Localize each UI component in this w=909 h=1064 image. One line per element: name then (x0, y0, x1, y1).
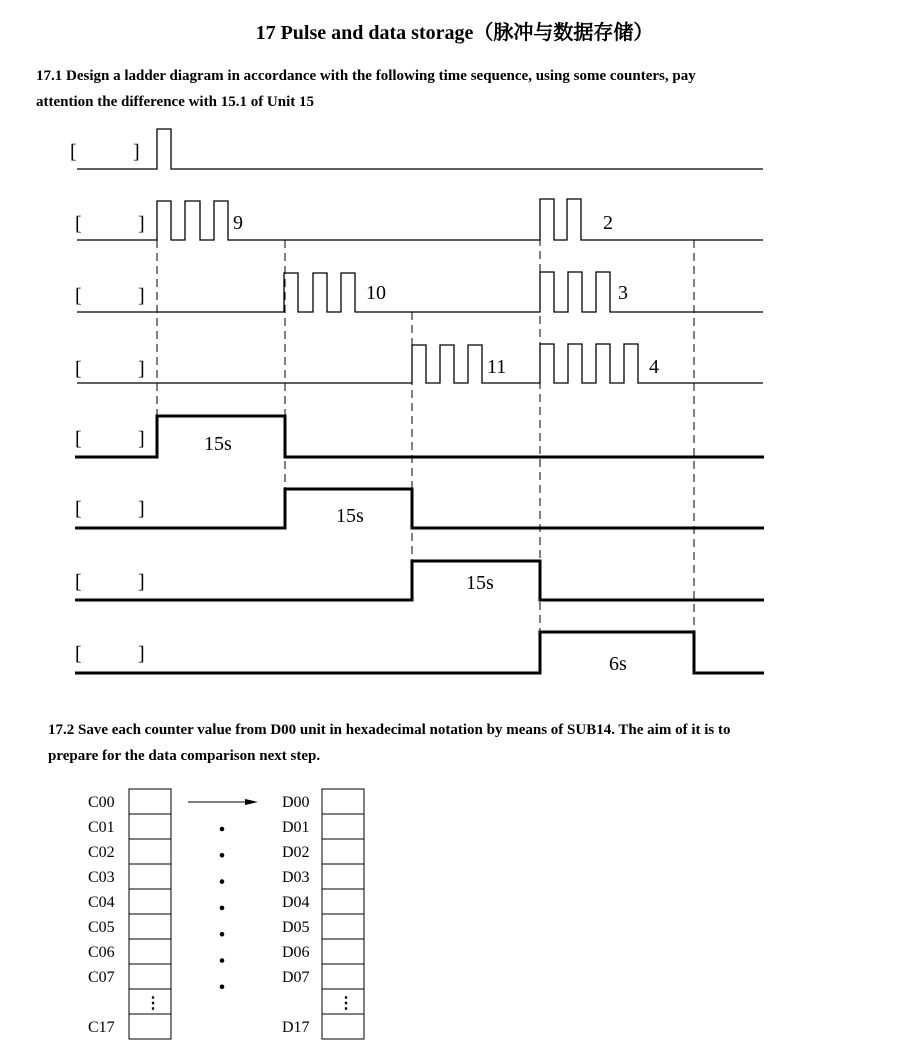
bracket-open: [ (75, 358, 82, 380)
bracket-close: ] (138, 571, 145, 593)
arrow-head-icon (245, 799, 258, 805)
c-register-cell (129, 814, 171, 839)
c-register-cell (129, 964, 171, 989)
d-register-cell (322, 1014, 364, 1039)
timer-row-1 (75, 416, 764, 457)
bracket-open: [ (70, 141, 77, 163)
bracket-open: [ (75, 285, 82, 307)
c-register-label: C05 (88, 919, 115, 936)
continuation-dot (220, 985, 225, 990)
continuation-dot (220, 958, 225, 963)
duration-label: 15s (336, 505, 364, 527)
c-register-cell (129, 789, 171, 814)
bracket-open: [ (75, 213, 82, 235)
bracket-close: ] (138, 358, 145, 380)
timer-row-2 (75, 489, 764, 528)
bracket-open: [ (75, 643, 82, 665)
timer-row-4 (75, 632, 764, 673)
bracket-close: ] (133, 141, 140, 163)
d-register-cell (322, 939, 364, 964)
section-17-1-text-cont: attention the difference with 15.1 of Unit 15 (36, 94, 315, 110)
d-register-label: D17 (282, 1019, 310, 1036)
d-register-label: D02 (282, 844, 310, 861)
timer-signals (75, 416, 764, 673)
c-register-cell (129, 889, 171, 914)
section-17-2-text-cont: prepare for the data comparison next step. (48, 748, 321, 764)
d-register-label: D04 (282, 894, 310, 911)
bracket-close: ] (138, 428, 145, 450)
d-register-cell (322, 864, 364, 889)
continuation-dot (220, 853, 225, 858)
bracket-close: ] (138, 643, 145, 665)
bracket-close: ] (138, 285, 145, 307)
c-register-label: C07 (88, 969, 115, 986)
d-register-cell (322, 889, 364, 914)
bracket-open: [ (75, 498, 82, 520)
c-register-label: C06 (88, 944, 115, 961)
d-register-cell (322, 814, 364, 839)
d-register-cell (322, 914, 364, 939)
c-register-label: C01 (88, 819, 115, 836)
d-register-label: D06 (282, 944, 310, 961)
duration-label: 15s (204, 433, 232, 455)
c-register-cell (129, 1014, 171, 1039)
c-register-label: C17 (88, 1019, 115, 1036)
continuation-dot (220, 879, 225, 884)
c-register-cell (129, 864, 171, 889)
d-register-label: D05 (282, 919, 310, 936)
pulse-count-label: 9 (233, 212, 243, 234)
c-register-cell (129, 839, 171, 864)
bracket-open: [ (75, 571, 82, 593)
pulse-count-label: 2 (603, 212, 613, 234)
c-register-label: C04 (88, 894, 115, 911)
c-register-label: C02 (88, 844, 115, 861)
c-register-cell (129, 914, 171, 939)
c-register-label: C03 (88, 869, 115, 886)
duration-label: 15s (466, 572, 494, 594)
ellipsis: ⋮ (338, 995, 354, 1012)
duration-label: 6s (609, 653, 627, 675)
pulse-count-label: 10 (366, 282, 386, 304)
ellipsis: ⋮ (145, 995, 161, 1012)
section-17-2-text: 17.2 Save each counter value from D00 unit in hexadecimal notation by means of SUB14. The aim of it is to (48, 722, 731, 738)
d-register-cell (322, 839, 364, 864)
bracket-close: ] (138, 213, 145, 235)
pulse-count-labels (233, 212, 659, 378)
signal-row-3 (77, 272, 763, 312)
d-register-label: D00 (282, 794, 310, 811)
c-register-label: C00 (88, 794, 115, 811)
pulse-signals (77, 129, 763, 383)
d-register-label: D07 (282, 969, 310, 986)
timer-row-3 (75, 561, 764, 600)
signal-row-4 (77, 344, 763, 383)
continuation-dot (220, 932, 225, 937)
pulse-count-label: 4 (649, 356, 659, 378)
d-register-label: D01 (282, 819, 310, 836)
bracket-close: ] (138, 498, 145, 520)
continuation-dot (220, 906, 225, 911)
d-register-label: D03 (282, 869, 310, 886)
pulse-count-label: 3 (618, 282, 628, 304)
pulse-count-label: 11 (487, 356, 507, 378)
page-title: 17 Pulse and data storage（脉冲与数据存储） (255, 22, 654, 44)
signal-row-2 (77, 199, 763, 240)
duration-labels (204, 433, 627, 675)
continuation-dot (220, 827, 225, 832)
c-register-cell (129, 939, 171, 964)
d-register-cell (322, 789, 364, 814)
storage-diagram (88, 789, 364, 1039)
brackets (70, 141, 145, 665)
d-register-cell (322, 964, 364, 989)
signal-row-1 (77, 129, 763, 169)
bracket-open: [ (75, 428, 82, 450)
section-17-1-text: 17.1 Design a ladder diagram in accordance with the following time sequence, using some counters, pay (36, 68, 696, 84)
